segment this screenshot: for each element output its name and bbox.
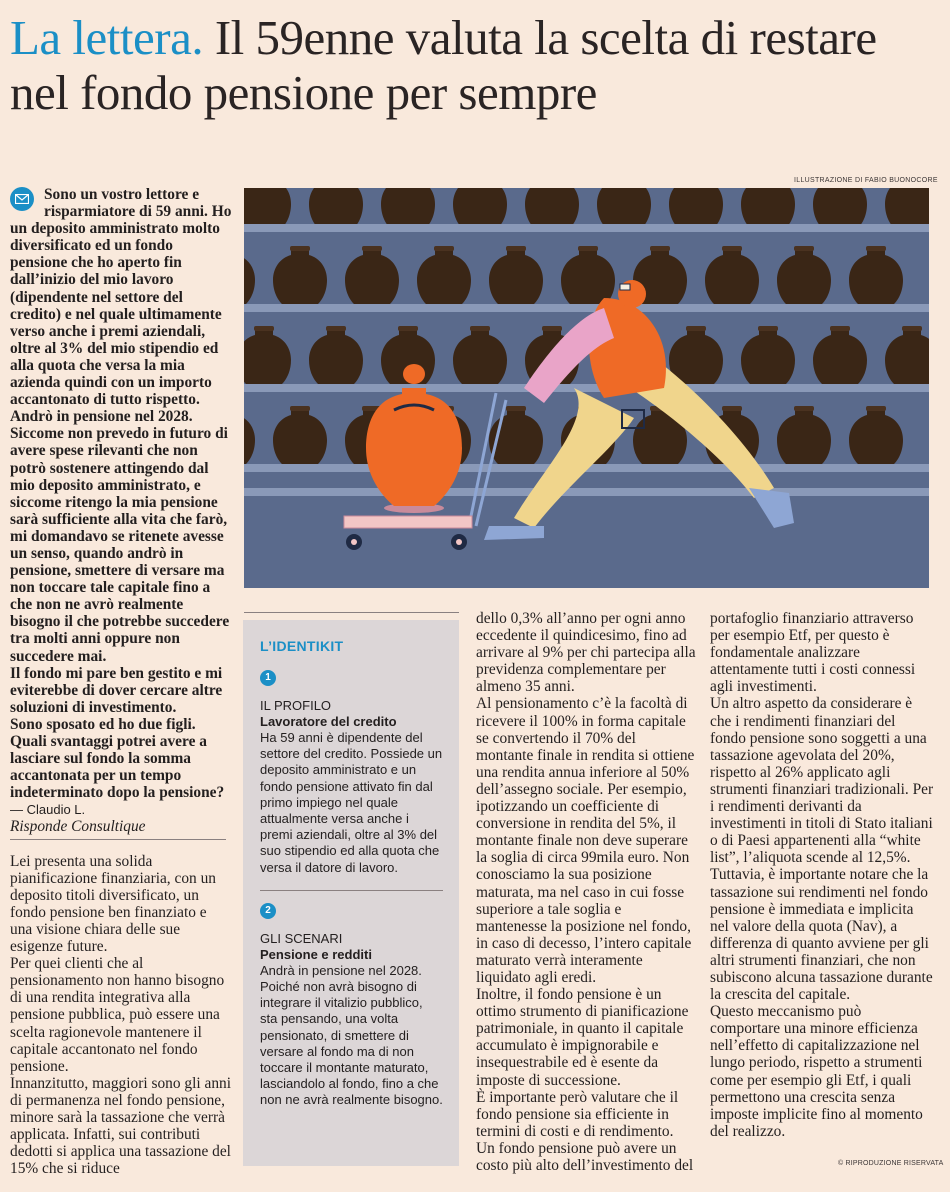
mail-icon — [10, 187, 34, 211]
identikit-box — [243, 620, 459, 1166]
answer-column-3 — [476, 610, 696, 1174]
answer-text — [10, 853, 232, 1178]
answer-paragraph: Al pensionamento c’è la facoltà di ricevere il 100% in forma capitale se convertendo il 70% del montante finale in rendita si ottiene una rendita annua inferiore al 50% dell’assegno sociale. Per esempio, ipotizzando un coefficiente di conversione in rendita del 5%, il montante finale non deve superare la soglia di circa 99mila euro. Non conosciamo la sua posizione maturata, ma nel caso in cui fosse superiore a tale soglia e mantenesse la posizione nel fondo, in caso di decesso, l’intero capitale maturato verrà interamente liquidato agli eredi. — [476, 695, 695, 986]
section-subtitle: Lavoratore del credito — [260, 714, 397, 729]
letter-text-2: Il fondo mi pare ben gestito e mi eviterebbe di dover cercare altre soluzioni di investimento. — [10, 664, 223, 716]
responde-byline: Risponde Consultique — [10, 818, 226, 839]
identikit-section-profile — [260, 670, 443, 876]
answer-paragraph: Per quei clienti che al pensionamento non hanno bisogno di una rendita integrativa alla pensione pubblica, può essere una scelta ragionevole mantenere il capitale accantonato nel fondo pensione. — [10, 955, 225, 1075]
headline — [10, 10, 940, 120]
section-label: GLI SCENARI — [260, 930, 343, 946]
section-divider — [260, 890, 443, 891]
illustration-credit: ILLUSTRAZIONE DI FABIO BUONOCORE — [794, 177, 938, 184]
illustration — [244, 188, 929, 588]
number-badge: 1 — [260, 670, 276, 686]
answer-paragraph: dello 0,3% all’anno per ogni anno eccedente il quindicesimo, fino ad arrivare al 9% per chi partecipa alla previdenza complementare per almeno 35 anni. — [476, 610, 696, 696]
answer-paragraph: Questo meccanismo può comportare una minore efficienza nell’effetto di capitalizzazione nel lungo periodo, rispetto a strumenti come per esempio gli Etf, i quali permettono una crescita senza imposte implicite fino al momento del realizzo. — [710, 1003, 923, 1140]
section-text: Ha 59 anni è dipendente del settore del credito. Possiede un deposito amministrato e un fondo pensione attivato fin dal primo impiego nel quale attualmente versa anche i premi aziendali, oltre al 3% del suo stipendio ed alla quota che versa il datore di lavoro. — [260, 730, 443, 875]
answer-paragraph: portafoglio finanziario attraverso per esempio Etf, per questo è fondamentale analizzare attentamente tutti i costi connessi agli investimenti. — [710, 610, 916, 696]
section-text: Andrà in pensione nel 2028. Poiché non avrà bisogno di integrare il vitalizio pubblico, sta pensando, una volta pensionato, di smettere di versare al fondo ma di non toccare il montante maturato, lasciandolo al fondo, fino a che non ne avrà realmente bisogno. — [260, 962, 443, 1108]
copyright-notice: © RIPRODUZIONE RISERVATA — [838, 1160, 944, 1167]
answer-paragraph: Innanzitutto, maggiori sono gli anni di permanenza nel fondo pensione, minore sarà la tassazione che verrà applicata. Infatti, sui contributi dedotti si applica una tassazione del 15% che si riduce — [10, 1074, 231, 1178]
answer-paragraph: È importante però valutare che il fondo pensione sia efficiente in termini di costi e di rendimento. Un fondo pensione può avere un costo più alto dell’investimento del — [476, 1088, 694, 1174]
headline-kicker: La lettera. — [10, 10, 204, 65]
letter-text: Sono un vostro lettore e risparmiatore di 59 anni. Ho un deposito amministrato molto diversificato ed un fondo pensione che ho aperto fin dall’inizio del mio lavoro (dipendente nel settore del credito) e nel quale ultimamente verso anche i premi aziendali, oltre al 3% del mio stipendio ed alla quota che versa la mia azienda quindi con un importo accantonato di tutto rispetto. Andrò in pensione nel 2028. Siccome non prevedo in futuro di avere spese rilevanti che non potrò sostenere attingendo dal mio deposito amministrato, e siccome ritengo la mia pensione sarà sufficiente alla vita che farò, mi domandavo se ritenete avesse un senso, quando andrò in pensione, smettere di versare ma non toccare tale capitale fino a che non ne avrò realmente bisogno il che potrebbe succedere tra molti anni oppure non succedere mai. — [10, 186, 232, 665]
letter-text-3: Sono sposato ed ho due figli. Quali svantaggi potrei avere a lasciare sul fondo la somma accantonata per un tempo indeterminato dopo la pensione? — [10, 715, 225, 802]
answer-column-4 — [710, 610, 935, 1140]
section-subtitle: Pensione e redditi — [260, 946, 372, 962]
letter-signature: — Claudio L. — [10, 802, 86, 818]
identikit-title: L’IDENTIKIT — [260, 638, 344, 654]
identikit-section-scenari — [260, 903, 443, 1109]
reader-letter — [10, 186, 232, 818]
headline-title: Il 59enne valuta la scelta di restare nel fondo pensione per sempre — [10, 10, 877, 120]
sidebar-divider — [244, 612, 459, 613]
letter-column — [10, 186, 232, 1177]
section-label: IL PROFILO — [260, 698, 332, 713]
answer-paragraph: Inoltre, il fondo pensione è un ottimo strumento di pianificazione patrimoniale, in quanto il capitale accumulato è impignorabile e insequestrabile ed è esente da imposte di successione. — [476, 986, 689, 1089]
answer-paragraph: Lei presenta una solida pianificazione finanziaria, con un deposito titoli diversificato, un fondo pensione ben finanziato e una visione chiara delle sue esigenze future. — [10, 852, 216, 956]
answer-paragraph: Un altro aspetto da considerare è che i rendimenti finanziari del fondo pensione sono soggetti a una tassazione agevolata del 20%, rispetto al 26% applicato agli strumenti finanziari tradizionali. Per i rendimenti derivanti da investimenti in titoli di Stato italiani o di Paesi appartenenti alla “white list”, l’aliquota scende al 12,5%. Tuttavia, è importante notare che la tassazione sui rendimenti nel fondo pensione è immediata e implicita nel valore della quota (Nav), a differenza di quanto avviene per gli altri strumenti finanziari, che non subiscono alcuna tassazione durante la crescita del capitale. — [710, 695, 934, 1004]
number-badge: 2 — [260, 903, 276, 919]
